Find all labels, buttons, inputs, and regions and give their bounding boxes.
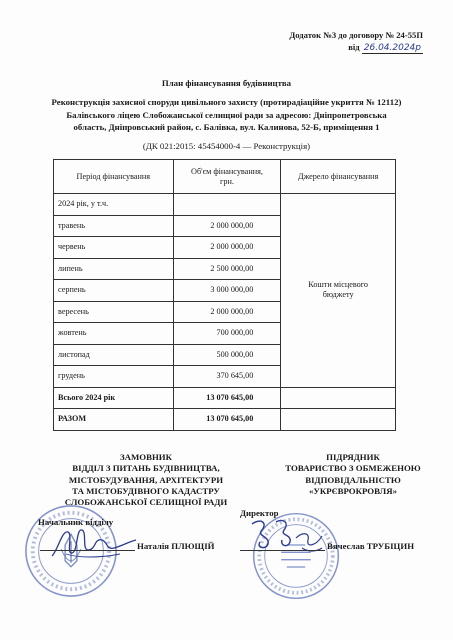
contractor-signatory: Вячеслав ТРУБІЦИН [327,541,415,551]
period-cell: 2024 рік, у т.ч. [54,194,174,216]
contractor-org-line-2: ВІДПОВІДАЛЬНІСТЮ [305,474,401,485]
contractor-signature [246,514,326,558]
total-year-label: Всього 2024 рік [54,387,174,409]
grand-total-amount: 13 070 645,00 [173,409,281,431]
amount-cell: 370 645,00 [173,366,281,388]
grand-total-label: РАЗОМ [54,409,174,431]
customer-signature-line [40,550,135,551]
period-cell: липень [54,258,174,280]
contractor-position: Директор [240,508,279,518]
amount-cell: 3 000 000,00 [173,280,281,302]
amount-cell [173,194,281,216]
grand-total-source [281,409,396,431]
period-cell: серпень [54,280,174,302]
document-title: План фінансування будівництва [161,78,292,88]
period-cell: листопад [54,344,174,366]
appendix-date [289,41,423,54]
contractor-org-line-1: ТОВАРИСТВО З ОБМЕЖЕНОЮ [285,463,421,474]
project-description [20,96,433,134]
customer-org-line-4: СЛОБОЖАНСЬКОЇ СЕЛИЩНОЇ РАДИ [64,497,228,508]
header-period: Період фінансування [54,160,174,194]
table-row [54,194,396,216]
period-cell: травень [54,215,174,237]
source-line-2: бюджету [322,290,354,300]
period-cell: грудень [54,366,174,388]
contractor-org-line-3: «УКРЄВРОКРОВЛЯ» [309,485,397,496]
total-year-amount: 13 070 645,00 [173,387,281,409]
customer-heading: ЗАМОВНИК [119,452,173,462]
source-cell [281,194,396,388]
customer-signatory: Наталія ПЛЮЩІЙ [137,541,215,551]
project-line-2: Балівського ліцею Слобожанської селищної ради за адресою: Дніпропетровська [66,109,387,120]
amount-cell: 700 000,00 [173,323,281,345]
total-year-row [54,387,396,409]
amount-cell: 2 000 000,00 [173,215,281,237]
appendix-header [289,29,423,54]
handwritten-date: 26.04.2024р [363,43,421,53]
project-line-3: область, Дніпровський район, с. Балівка, вул. Калинова, 52-Б, приміщення 1 [73,122,380,132]
period-cell: вересень [54,301,174,323]
contractor-heading: ПІДРЯДНИК [326,452,380,462]
total-year-source [281,387,396,409]
period-cell: червень [54,237,174,259]
header-amount [173,160,281,194]
table-header-row [54,160,396,194]
customer-position: Начальник відділу [38,517,114,527]
amount-cell: 2 000 000,00 [173,237,281,259]
period-cell: жовтень [54,323,174,345]
amount-cell: 500 000,00 [173,344,281,366]
amount-cell: 2 500 000,00 [173,258,281,280]
grand-total-row [54,409,396,431]
contractor-signature-line [240,550,325,551]
customer-org-line-3: ТА МІСТОБУДІВНОГО КАДАСТРУ [72,485,220,496]
date-prefix: від [348,42,360,52]
customer-block [30,452,262,508]
header-amount-line-2: грн. [220,176,234,186]
customer-org-line-2: МІСТОБУДУВАННЯ, АРХІТЕКТУРИ [68,474,224,485]
header-source: Джерело фінансування [281,160,396,194]
dk-code: (ДК 021:2015: 45454000-4 — Реконструкція) [142,141,311,151]
amount-cell: 2 000 000,00 [173,301,281,323]
contractor-block [265,452,441,497]
header-amount-line-1: Об'єм фінансування, [191,166,263,176]
source-line-1: Кошти місцевого [308,280,369,290]
appendix-line: Додаток №3 до договору № 24-55П [289,30,423,40]
financing-table [53,159,396,431]
customer-org-line-1: ВІДДІЛ З ПИТАНЬ БУДІВНИЦТВА, [72,463,220,474]
project-line-1: Реконструкція захисної споруди цивільного захисту (протирадіаційне укриття № 12112) [51,97,402,107]
